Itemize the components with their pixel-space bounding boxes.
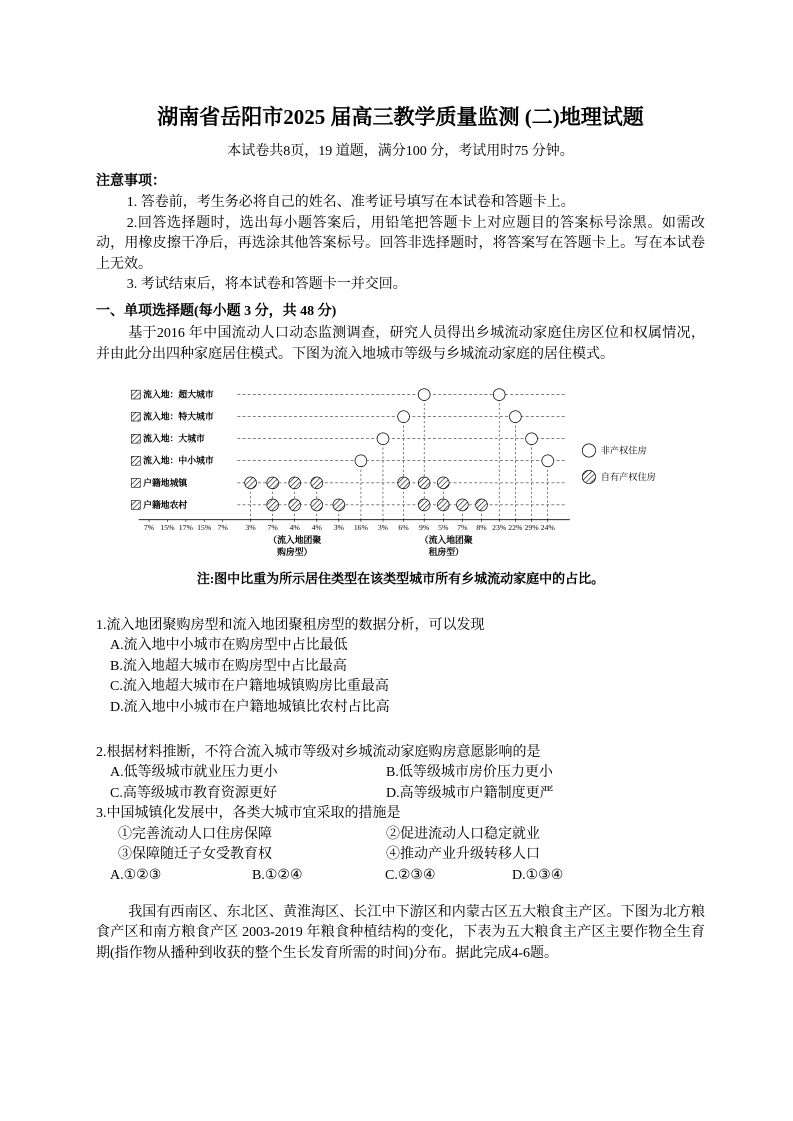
question-2-stem: 2.根据材料推断，不符合流入城市等级对乡城流动家庭购房意愿影响的是 xyxy=(96,744,541,760)
owned-housing-marker xyxy=(397,477,409,489)
notice-heading: 注意事项： xyxy=(96,174,166,190)
tick-label: 6% xyxy=(397,522,409,532)
legend-marker-icon xyxy=(582,470,595,483)
tick-label: 9% xyxy=(418,522,429,532)
tick-label: 5% xyxy=(437,522,448,532)
row-bullet-icon xyxy=(131,412,140,421)
question-2 xyxy=(96,743,705,805)
row-label: 流入地：大城市 xyxy=(142,433,205,444)
non-owned-housing-marker xyxy=(541,455,553,467)
tick-label: 17% xyxy=(178,522,193,532)
question-3-item-1: ①完善流动人口住房保障 xyxy=(118,826,272,842)
owned-housing-marker xyxy=(266,499,278,511)
question-3-option-d: D.①③④ xyxy=(512,868,564,884)
question-3 xyxy=(96,804,705,886)
tick-label: 7% xyxy=(143,522,154,532)
non-owned-housing-marker xyxy=(377,432,389,444)
question-2-option-c: C.高等级城市教育资源更好 xyxy=(110,785,277,801)
question-3-items xyxy=(96,825,705,866)
question-2-option-a: A.低等级城市就业压力更小 xyxy=(110,765,278,781)
non-owned-housing-marker xyxy=(355,455,367,467)
owned-housing-marker xyxy=(310,477,322,489)
question-1 xyxy=(96,616,705,719)
question-3-options xyxy=(96,866,705,887)
row-label: 户籍地农村 xyxy=(142,499,187,510)
owned-housing-marker xyxy=(475,499,487,511)
question-1-option-c: C.流入地超大城市在户籍地城镇购房比重最高 xyxy=(110,679,389,695)
mode-group-label: （流入地团聚 xyxy=(267,534,321,545)
tick-label: 22% xyxy=(507,522,522,532)
tick-label: 8% xyxy=(475,522,487,532)
question-3-option-b: B.①②④ xyxy=(252,868,303,884)
non-owned-housing-marker xyxy=(509,410,521,422)
housing-mode-figure xyxy=(96,374,705,567)
owned-housing-marker xyxy=(288,477,300,489)
owned-housing-marker xyxy=(332,499,344,511)
owned-housing-marker xyxy=(244,477,256,489)
tick-label: 23% xyxy=(491,522,506,532)
notice-item-1: 1. 答卷前，考生务必将自己的姓名、准考证号填写在本试卷和答题卡上。 xyxy=(126,195,575,211)
owned-housing-marker xyxy=(437,499,449,511)
intro-paragraph: 基于2016 年中国流动人口动态监测调查，研究人员得出乡城流动家庭住房区位和权属情况，并由此分出四种家庭居住模式。下图为流入地城市等级与乡城流动家庭的居住模式。 xyxy=(96,326,705,363)
row-label: 流入地：中小城市 xyxy=(142,455,214,466)
notice-item-2: 2.回答选择题时，选出每小题答案后，用铅笔把答题卡上对应题目的答案标号涂黑。如需改动，用橡皮擦干净后，再选涂其他答案标号。回答非选择题时，将答案写在答题卡上。写在本试卷上无效。 xyxy=(96,215,705,272)
closing-paragraph: 我国有西南区、东北区、黄淮海区、长江中下游区和内蒙古区五大粮食主产区。下图为北方粮食产区和南方粮食产区 2003-2019 年粮食种植结构的变化，下表为五大粮食主产区主要作物全生育期(指作物从播种到收获的整个生长发育所需的时间)分布。据此完成4-6题。 xyxy=(96,904,705,961)
question-2-option-d: D.高等级城市户籍制度更严 xyxy=(386,785,554,801)
tick-label: 16% xyxy=(353,522,368,532)
owned-housing-marker xyxy=(418,499,430,511)
legend-label: 自有产权住房 xyxy=(600,471,656,482)
row-bullet-icon xyxy=(131,434,140,443)
owned-housing-marker xyxy=(418,477,430,489)
mode-group-label: （流入地团聚 xyxy=(419,534,473,545)
non-owned-housing-marker xyxy=(418,388,430,400)
chart-note: 注:图中比重为所示居住类型在该类型城市所有乡城流动家庭中的占比。 xyxy=(196,570,605,586)
row-label: 流入地：超大城市 xyxy=(142,389,214,400)
exam-subtitle: 本试卷共8页，19 道题，满分100 分，考试用时75 分钟。 xyxy=(227,143,574,159)
tick-label: 3% xyxy=(377,522,388,532)
owned-housing-marker xyxy=(437,477,449,489)
owned-housing-marker xyxy=(310,499,322,511)
tick-label: 29% xyxy=(523,522,539,532)
question-3-item-3: ③保障随迁子女受教育权 xyxy=(118,847,272,863)
tick-label: 24% xyxy=(540,522,555,532)
question-3-option-a: A.①②③ xyxy=(110,868,162,884)
tick-label: 7% xyxy=(456,522,468,532)
tick-label: 15% xyxy=(159,522,175,532)
row-bullet-icon xyxy=(131,478,140,487)
housing-mode-chart xyxy=(127,374,675,559)
non-owned-housing-marker xyxy=(525,432,537,444)
row-label: 户籍地城镇 xyxy=(142,477,187,488)
mode-group-label: 购房型） xyxy=(276,546,312,557)
tick-label: 15% xyxy=(196,522,211,532)
row-label: 流入地：特大城市 xyxy=(142,411,214,422)
legend-marker-icon xyxy=(582,444,595,457)
non-owned-housing-marker xyxy=(493,388,505,400)
question-2-options xyxy=(96,763,705,804)
mode-group-label: 租房型） xyxy=(428,546,464,557)
question-3-item-2: ②促进流动人口稳定就业 xyxy=(386,826,540,842)
tick-label: 3% xyxy=(244,522,256,532)
question-3-item-4: ④推动产业升级转移人口 xyxy=(386,847,540,863)
question-3-stem: 3.中国城镇化发展中，各类大城市宜采取的措施是 xyxy=(96,806,401,822)
legend-label: 非产权住房 xyxy=(600,445,647,456)
owned-housing-marker xyxy=(266,477,278,489)
question-1-option-b: B.流入地超大城市在购房型中占比最高 xyxy=(110,658,347,674)
tick-label: 3% xyxy=(333,522,344,532)
tick-label: 7% xyxy=(266,522,278,532)
section-heading: 一、单项选择题(每小题 3 分，共 48 分) xyxy=(96,303,337,319)
question-2-option-b: B.低等级城市房价压力更小 xyxy=(386,765,553,781)
tick-label: 7% xyxy=(216,522,228,532)
question-1-stem: 1.流入地团聚购房型和流入地团聚租房型的数据分析，可以发现 xyxy=(96,617,485,633)
owned-housing-marker xyxy=(456,499,468,511)
question-3-option-c: C.②③④ xyxy=(385,868,436,884)
row-bullet-icon xyxy=(131,456,140,465)
row-bullet-icon xyxy=(131,390,140,399)
question-1-option-d: D.流入地中小城市在户籍地城镇比农村占比高 xyxy=(110,700,390,715)
non-owned-housing-marker xyxy=(397,410,409,422)
row-bullet-icon xyxy=(131,500,140,509)
page-title: 湖南省岳阳市2025 届高三教学质量监测 (二)地理试题 xyxy=(157,105,644,129)
owned-housing-marker xyxy=(288,499,300,511)
notice-item-3: 3. 考试结束后，将本试卷和答题卡一并交回。 xyxy=(126,277,407,293)
question-1-option-a: A.流入地中小城市在购房型中占比最低 xyxy=(110,638,348,654)
tick-label: 4% xyxy=(289,522,300,532)
tick-label: 4% xyxy=(311,522,322,532)
